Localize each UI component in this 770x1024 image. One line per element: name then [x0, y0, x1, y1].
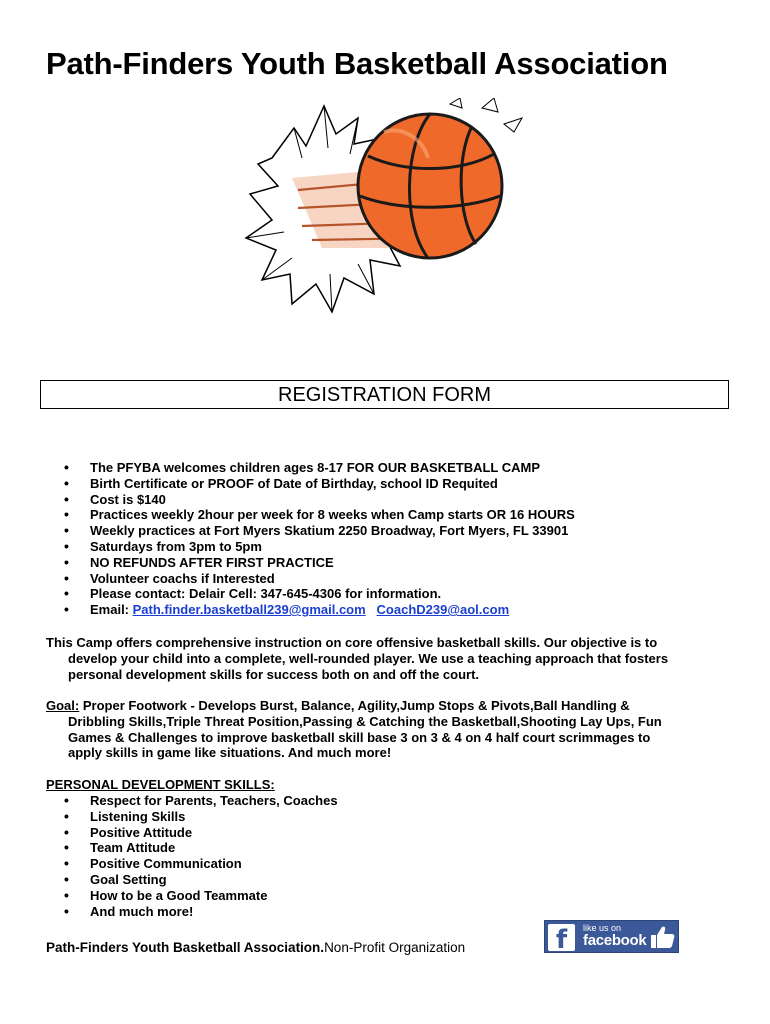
list-item: • The PFYBA welcomes children ages 8-17 FOR OUR BASKETBALL CAMP: [62, 460, 575, 476]
footer-org-name: Path-Finders Youth Basketball Association.: [46, 940, 325, 955]
email-list-item: [62, 602, 575, 618]
info-list: [62, 460, 575, 618]
camp-description-line: develop your child into a complete, well-rounded player. We use a teaching approach that fosters: [68, 650, 669, 666]
list-item: • Practices weekly 2hour per week for 8 weeks when Camp starts OR 16 HOURS: [62, 507, 575, 523]
development-skills-list: [62, 793, 338, 919]
list-item: • Weekly practices at Fort Myers Skatium 2250 Broadway, Fort Myers, FL 33901: [62, 523, 575, 539]
list-item: • And much more!: [62, 904, 338, 920]
list-item: • Positive Attitude: [62, 825, 338, 841]
list-item: • Listening Skills: [62, 809, 338, 825]
goal-line: Dribbling Skills,Triple Threat Position,Passing & Catching the Basketball,Shooting Lay Ups, Fun: [68, 713, 662, 729]
camp-description-line: personal development skills for success both on and off the court.: [68, 666, 480, 682]
list-item: • Volunteer coachs if Interested: [62, 571, 575, 587]
goal-label: Goal:: [46, 698, 80, 713]
goal-line: Games & Challenges to improve basketball skill base 3 on 3 & 4 on 4 half court scrimmages to: [68, 729, 651, 745]
list-item: • Saturdays from 3pm to 5pm: [62, 539, 575, 555]
list-item: • Please contact: Delair Cell: 347-645-4306 for information.: [62, 586, 575, 602]
list-item: • Cost is $140: [62, 492, 575, 508]
facebook-badge-caption: like us on: [583, 923, 622, 933]
email-label: Email:: [90, 602, 130, 618]
list-item: • Birth Certificate or PROOF of Date of Birthday, school ID Requited: [62, 476, 575, 492]
list-item: • Positive Communication: [62, 856, 338, 872]
basketball-breaking-wall-image: [232, 98, 536, 338]
list-item: • Team Attitude: [62, 840, 338, 856]
goal-line: [46, 698, 736, 714]
facebook-logo-icon: f: [548, 924, 575, 951]
list-item: • NO REFUNDS AFTER FIRST PRACTICE: [62, 555, 575, 571]
goal-text: Proper Footwork - Develops Burst, Balance, Agility,Jump Stops & Pivots,Ball Handling &: [79, 698, 630, 713]
registration-form-heading: REGISTRATION FORM: [40, 380, 729, 409]
camp-description-line: This Camp offers comprehensive instruction on core offensive basketball skills. Our objective is to: [46, 635, 658, 650]
development-skills-heading: PERSONAL DEVELOPMENT SKILLS:: [46, 777, 275, 792]
page-title: Path-Finders Youth Basketball Association: [46, 46, 668, 81]
camp-description: [46, 635, 736, 682]
list-item: • Respect for Parents, Teachers, Coaches: [62, 793, 338, 809]
basketball: [358, 114, 502, 258]
footer: [46, 940, 465, 955]
goal-paragraph: [46, 698, 736, 761]
list-item: • Goal Setting: [62, 872, 338, 888]
email-link-gmail[interactable]: Path.finder.basketball239@gmail.com: [132, 602, 366, 618]
thumbs-up-icon: [649, 925, 675, 949]
goal-line: apply skills in game like situations. And much more!: [68, 745, 392, 761]
facebook-badge-wordmark: facebook: [583, 932, 647, 949]
email-link-aol[interactable]: CoachD239@aol.com: [376, 602, 510, 618]
list-item: • How to be a Good Teammate: [62, 888, 338, 904]
facebook-like-badge[interactable]: [544, 920, 679, 953]
footer-org-type: Non-Profit Organization: [324, 940, 466, 955]
